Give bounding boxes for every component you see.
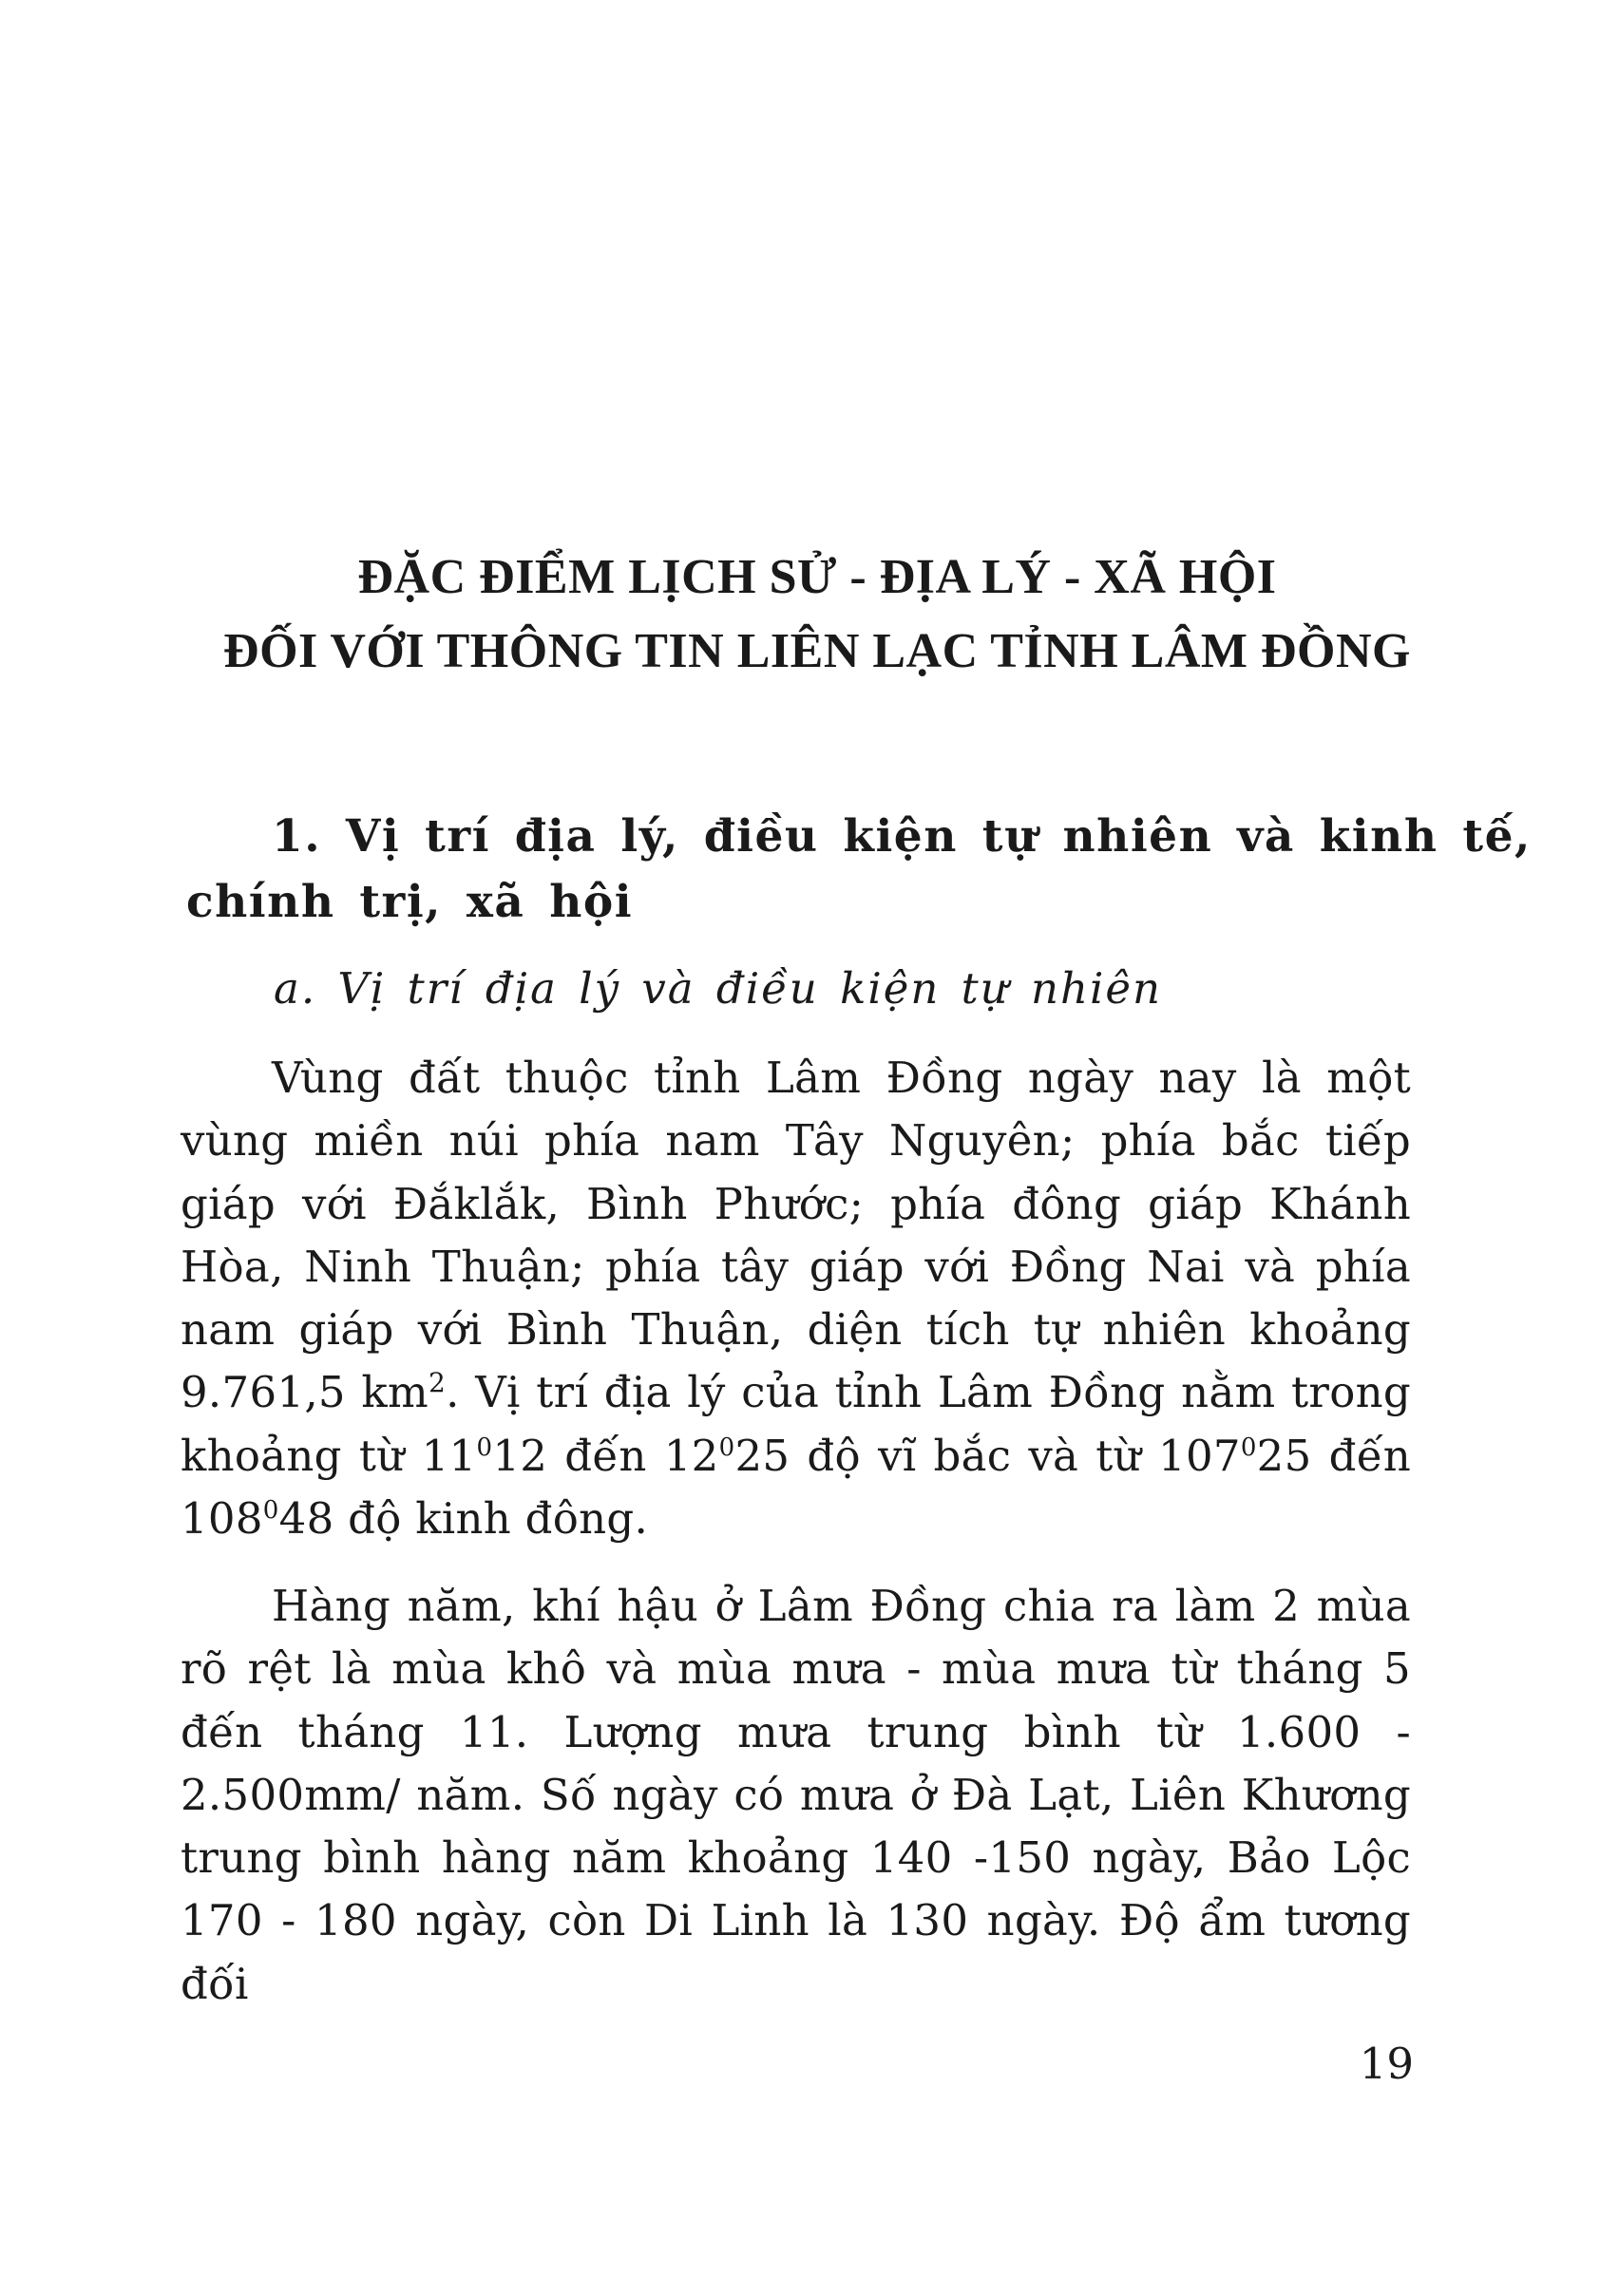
- degree-sign-3: 0: [1240, 1433, 1257, 1462]
- body-paragraph-2: Hàng năm, khí hậu ở Lâm Đồng chia ra làm 2 mùa rõ rệt là mùa khô và mùa mưa - mùa mưa từ tháng 5 đến tháng 11. Lượng mưa trung bình từ 1.600 - 2.500mm/ năm. Số ngày có mưa ở Đà Lạt, Liên Khương trung bình hàng năm khoảng 140 -150 ngày, Bảo Lộc 170 - 180 ngày, còn Di Linh là 130 ngày. Độ ẩm tương đối: [181, 1581, 1411, 2009]
- chapter-title-line-2: ĐỐI VỚI THÔNG TIN LIÊN LẠC TỈNH LÂM ĐỒNG: [223, 624, 1411, 678]
- paragraph-1-text-b: . Vị trí địa lý của tỉnh Lâm Đồng nằm trong khoảng từ 11: [181, 1367, 1411, 1481]
- paragraph-1-text-a: Vùng đất thuộc tỉnh Lâm Đồng ngày nay là một vùng miền núi phía nam Tây Nguyên; phía bắc tiếp giáp với Đắklắk, Bình Phước; phía đông giáp Khánh Hòa, Ninh Thuận; phía tây giáp với Đồng Nai và phía nam giáp với Bình Thuận, diện tích tự nhiên khoảng 9.761,5 km: [181, 1053, 1411, 1418]
- section-heading-line-1: 1. Vị trí địa lý, điều kiện tự nhiên và kinh tế,: [272, 810, 1532, 863]
- degree-sign-2: 0: [718, 1433, 735, 1462]
- paragraph-1-text-c: 12 đến 12: [492, 1430, 719, 1481]
- chapter-title-line-1: ĐẶC ĐIỂM LỊCH SỬ - ĐỊA LÝ - XÃ HỘI: [357, 550, 1277, 604]
- area-unit-superscript: 2: [428, 1367, 447, 1399]
- body-paragraph-1: [181, 1047, 1411, 1550]
- subsection-heading: a. Vị trí địa lý và điều kiện tự nhiên: [274, 963, 1163, 1014]
- degree-sign-1: 0: [476, 1433, 493, 1462]
- page-number: 19: [1359, 2039, 1414, 2089]
- paragraph-1-text-d: 25 độ vĩ bắc và từ 107: [734, 1430, 1241, 1481]
- paragraph-1-text-f: 48 độ kinh đông.: [278, 1493, 649, 1545]
- section-heading-line-2: chính trị, xã hội: [186, 876, 634, 928]
- paragraph-1-text-e: 25 đến 108: [181, 1430, 1411, 1545]
- degree-sign-4: 0: [262, 1496, 279, 1526]
